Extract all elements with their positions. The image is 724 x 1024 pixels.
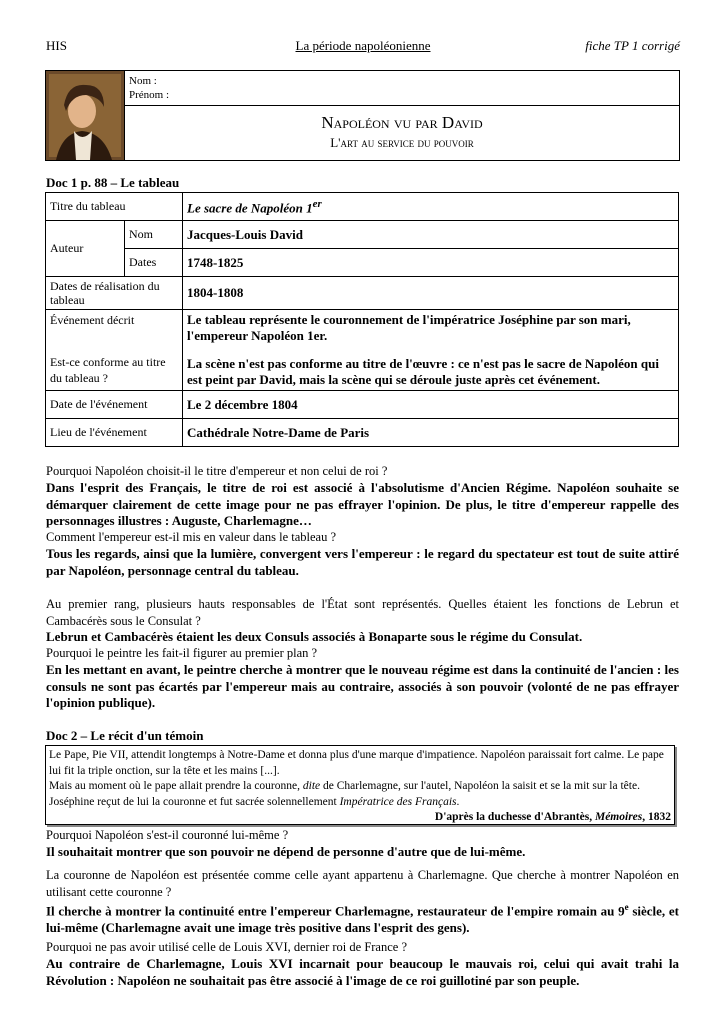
header-right: fiche TP 1 corrigé [585, 38, 680, 53]
doc2-heading: Doc 2 – Le récit d'un témoin [46, 728, 204, 743]
prenom-label: Prénom : [129, 89, 170, 101]
quote-part-2: Mais au moment où le pape allait prendre la couronne, dite de Charlemagne, sur l'autel, Napoléon la saisit et se la mit sur la tête. Joséphine reçut de lui la couronne et fut sacrée solennellement Impératrice des Français. [49, 780, 640, 808]
quote-part-1: Le Pape, Pie VII, attendit longtemps à Notre-Dame et donna plus d'une marque d'impatience. Napoléon paraissait fort calme. Le pape lui fit la triple onction, sur la tête et les mains [...]. [49, 749, 664, 777]
answer-1: Dans l'esprit des Français, le titre de roi est associé à l'absolutisme d'Ancien Régime. Napoléon souhaite se démarquer clairement de cette image pour ne pas effrayer l'opinion. De plus, le titre d'empereur rappelle des personnages illustres : Auguste, Charlemagne… [46, 480, 679, 528]
lieu-label: Lieu de l'événement [46, 419, 183, 447]
conformity-label: Est-ce conforme au titre du tableau ? [50, 355, 166, 385]
titre-label: Titre du tableau [46, 193, 183, 221]
lieu-value: Cathédrale Notre-Dame de Paris [183, 419, 679, 447]
header-left: HIS [46, 38, 67, 53]
dates-label: Dates [125, 249, 183, 277]
portrait-image [46, 71, 125, 160]
nom-value: Jacques-Louis David [183, 221, 679, 249]
realisation-value: 1804-1808 [183, 277, 679, 310]
painting-table [45, 192, 679, 447]
identity-box [45, 70, 680, 161]
event-value: Le tableau représente le couronnement de l'impératrice Joséphine par son mari, l'empereur Napoléon 1er. [187, 312, 631, 343]
realisation-label: Dates de réalisation du tableau [46, 277, 183, 310]
answer-5: Il souhaitait montrer que son pouvoir ne dépend de personne d'autre que de lui-même. [46, 844, 526, 859]
witness-quote [45, 745, 675, 825]
conformity-value: La scène n'est pas conforme au titre de l'œuvre : ce n'est pas le sacre de Napoléon qui est peint par David, mais la scène qui se déroule juste après cet événement. [187, 356, 659, 387]
dates-value: 1748-1825 [183, 249, 679, 277]
date-label: Date de l'événement [46, 391, 183, 419]
title-block [125, 106, 679, 160]
page-title: Napoléon vu par David [321, 113, 483, 132]
question-2: Comment l'empereur est-il mis en valeur dans le tableau ? [46, 530, 337, 544]
nom-cell-label: Nom [125, 221, 183, 249]
titre-sup: er [312, 198, 322, 211]
event-label: Événement décrit [50, 313, 135, 327]
titre-value: Le sacre de Napoléon 1er [183, 193, 679, 221]
answer-4: En les mettant en avant, le peintre cherche à montrer que le nouveau régime est dans la continuité de l'ancien : les consuls ne sont pas écartés par l'empereur mais au contraire, associés à son pouvoir (volonté de ne pas effrayer l'opinion publique). [46, 662, 679, 710]
nom-label: Nom : [129, 75, 157, 87]
doc1-heading: Doc 1 p. 88 – Le tableau [46, 175, 180, 190]
header-center: La période napoléonienne [295, 38, 431, 53]
event-answers [183, 310, 679, 391]
page-header [46, 38, 680, 56]
identity-fields [125, 71, 679, 106]
question-4: Pourquoi le peintre les fait-il figurer au premier plan ? [46, 646, 318, 660]
event-cell [46, 310, 183, 391]
question-5: Pourquoi Napoléon s'est-il couronné lui-même ? [46, 828, 289, 842]
question-6: La couronne de Napoléon est présentée comme celle ayant appartenu à Charlemagne. Que cherche à montrer Napoléon en utilisant cette couronne ? [46, 868, 679, 899]
page-subtitle: L'art au service du pouvoir [330, 135, 474, 150]
answer-7: Au contraire de Charlemagne, Louis XVI incarnait pour beaucoup le mauvais roi, celui qui avait trahi la Révolution : Napoléon ne souhaitait pas être associé à l'image de ce roi guillotiné par son peuple. [46, 956, 679, 988]
answer-2: Tous les regards, ainsi que la lumière, convergent vers l'empereur : le regard du spectateur est tout de suite attiré par Napoléon, personnage central du tableau. [46, 546, 679, 578]
question-1: Pourquoi Napoléon choisit-il le titre d'empereur et non celui de roi ? [46, 464, 388, 478]
auteur-label: Auteur [46, 221, 125, 277]
quote-source: D'après la duchesse d'Abrantès, Mémoires, 1832 [434, 811, 671, 823]
question-3: Au premier rang, plusieurs hauts responsables de l'État sont représentés. Quelles étaient les fonctions de Lebrun et Cambacérès sous le Consulat ? [46, 597, 679, 628]
date-value: Le 2 décembre 1804 [183, 391, 679, 419]
answer-3: Lebrun et Cambacérès étaient les deux Consuls associés à Bonaparte sous le régime du Consulat. [46, 629, 583, 644]
answer-6: Il cherche à montrer la continuité entre l'empereur Charlemagne, restaurateur de l'empire romain au 9e siècle, et lui-même (Charlemagne avait une image très positive dans l'esprit des gens). [46, 902, 679, 935]
question-7: Pourquoi ne pas avoir utilisé celle de Louis XVI, dernier roi de France ? [46, 940, 407, 954]
